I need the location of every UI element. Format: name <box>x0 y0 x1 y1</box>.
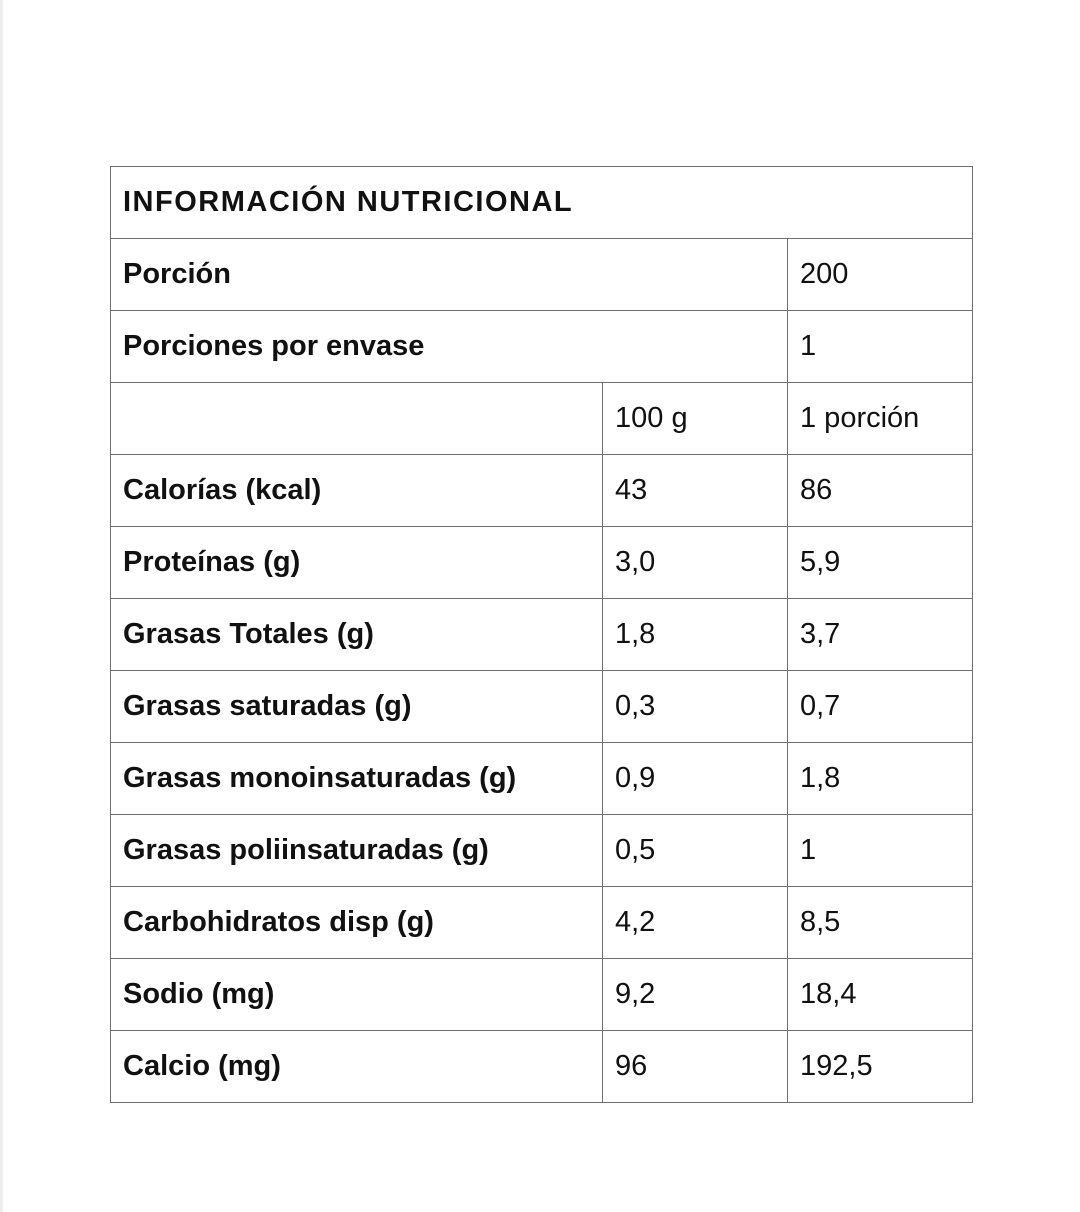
servings-per-container-label: Porciones por envase <box>111 311 788 383</box>
nutrient-per-100g: 0,3 <box>603 671 788 743</box>
servings-per-container-value: 1 <box>788 311 973 383</box>
serving-label: Porción <box>111 239 788 311</box>
nutrient-per-100g: 1,8 <box>603 599 788 671</box>
table-row <box>111 599 973 671</box>
nutrient-name: Grasas poliinsaturadas (g) <box>111 815 603 887</box>
nutrient-name: Calcio (mg) <box>111 1031 603 1103</box>
table-row <box>111 527 973 599</box>
servings-per-container-row <box>111 311 973 383</box>
column-header-empty <box>111 383 603 455</box>
column-header-per-serving: 1 porción <box>788 383 973 455</box>
nutrient-name: Carbohidratos disp (g) <box>111 887 603 959</box>
title-row <box>111 167 973 239</box>
nutrient-name: Grasas saturadas (g) <box>111 671 603 743</box>
nutrient-name: Calorías (kcal) <box>111 455 603 527</box>
nutrient-per-serving: 5,9 <box>788 527 973 599</box>
nutrient-per-serving: 86 <box>788 455 973 527</box>
nutrient-name: Grasas Totales (g) <box>111 599 603 671</box>
serving-row <box>111 239 973 311</box>
nutrient-name: Grasas monoinsaturadas (g) <box>111 743 603 815</box>
table-row <box>111 1031 973 1103</box>
nutrient-per-100g: 9,2 <box>603 959 788 1031</box>
nutrition-table <box>110 166 973 1103</box>
column-header-per-100g: 100 g <box>603 383 788 455</box>
nutrient-per-100g: 3,0 <box>603 527 788 599</box>
serving-value: 200 <box>788 239 973 311</box>
nutrient-per-100g: 0,5 <box>603 815 788 887</box>
table-row <box>111 959 973 1031</box>
table-row <box>111 815 973 887</box>
nutrient-per-100g: 4,2 <box>603 887 788 959</box>
nutrient-per-serving: 18,4 <box>788 959 973 1031</box>
table-row <box>111 671 973 743</box>
nutrient-per-serving: 1 <box>788 815 973 887</box>
nutrient-per-serving: 192,5 <box>788 1031 973 1103</box>
nutrient-per-100g: 0,9 <box>603 743 788 815</box>
nutrient-name: Sodio (mg) <box>111 959 603 1031</box>
nutrient-per-100g: 96 <box>603 1031 788 1103</box>
table-title: INFORMACIÓN NUTRICIONAL <box>111 167 973 239</box>
table-row <box>111 887 973 959</box>
page-edge <box>0 0 3 1212</box>
nutrient-per-serving: 8,5 <box>788 887 973 959</box>
nutrient-per-serving: 0,7 <box>788 671 973 743</box>
nutrient-per-serving: 3,7 <box>788 599 973 671</box>
column-header-row <box>111 383 973 455</box>
table-row <box>111 455 973 527</box>
nutrient-per-100g: 43 <box>603 455 788 527</box>
table-row <box>111 743 973 815</box>
nutrient-per-serving: 1,8 <box>788 743 973 815</box>
nutrient-name: Proteínas (g) <box>111 527 603 599</box>
